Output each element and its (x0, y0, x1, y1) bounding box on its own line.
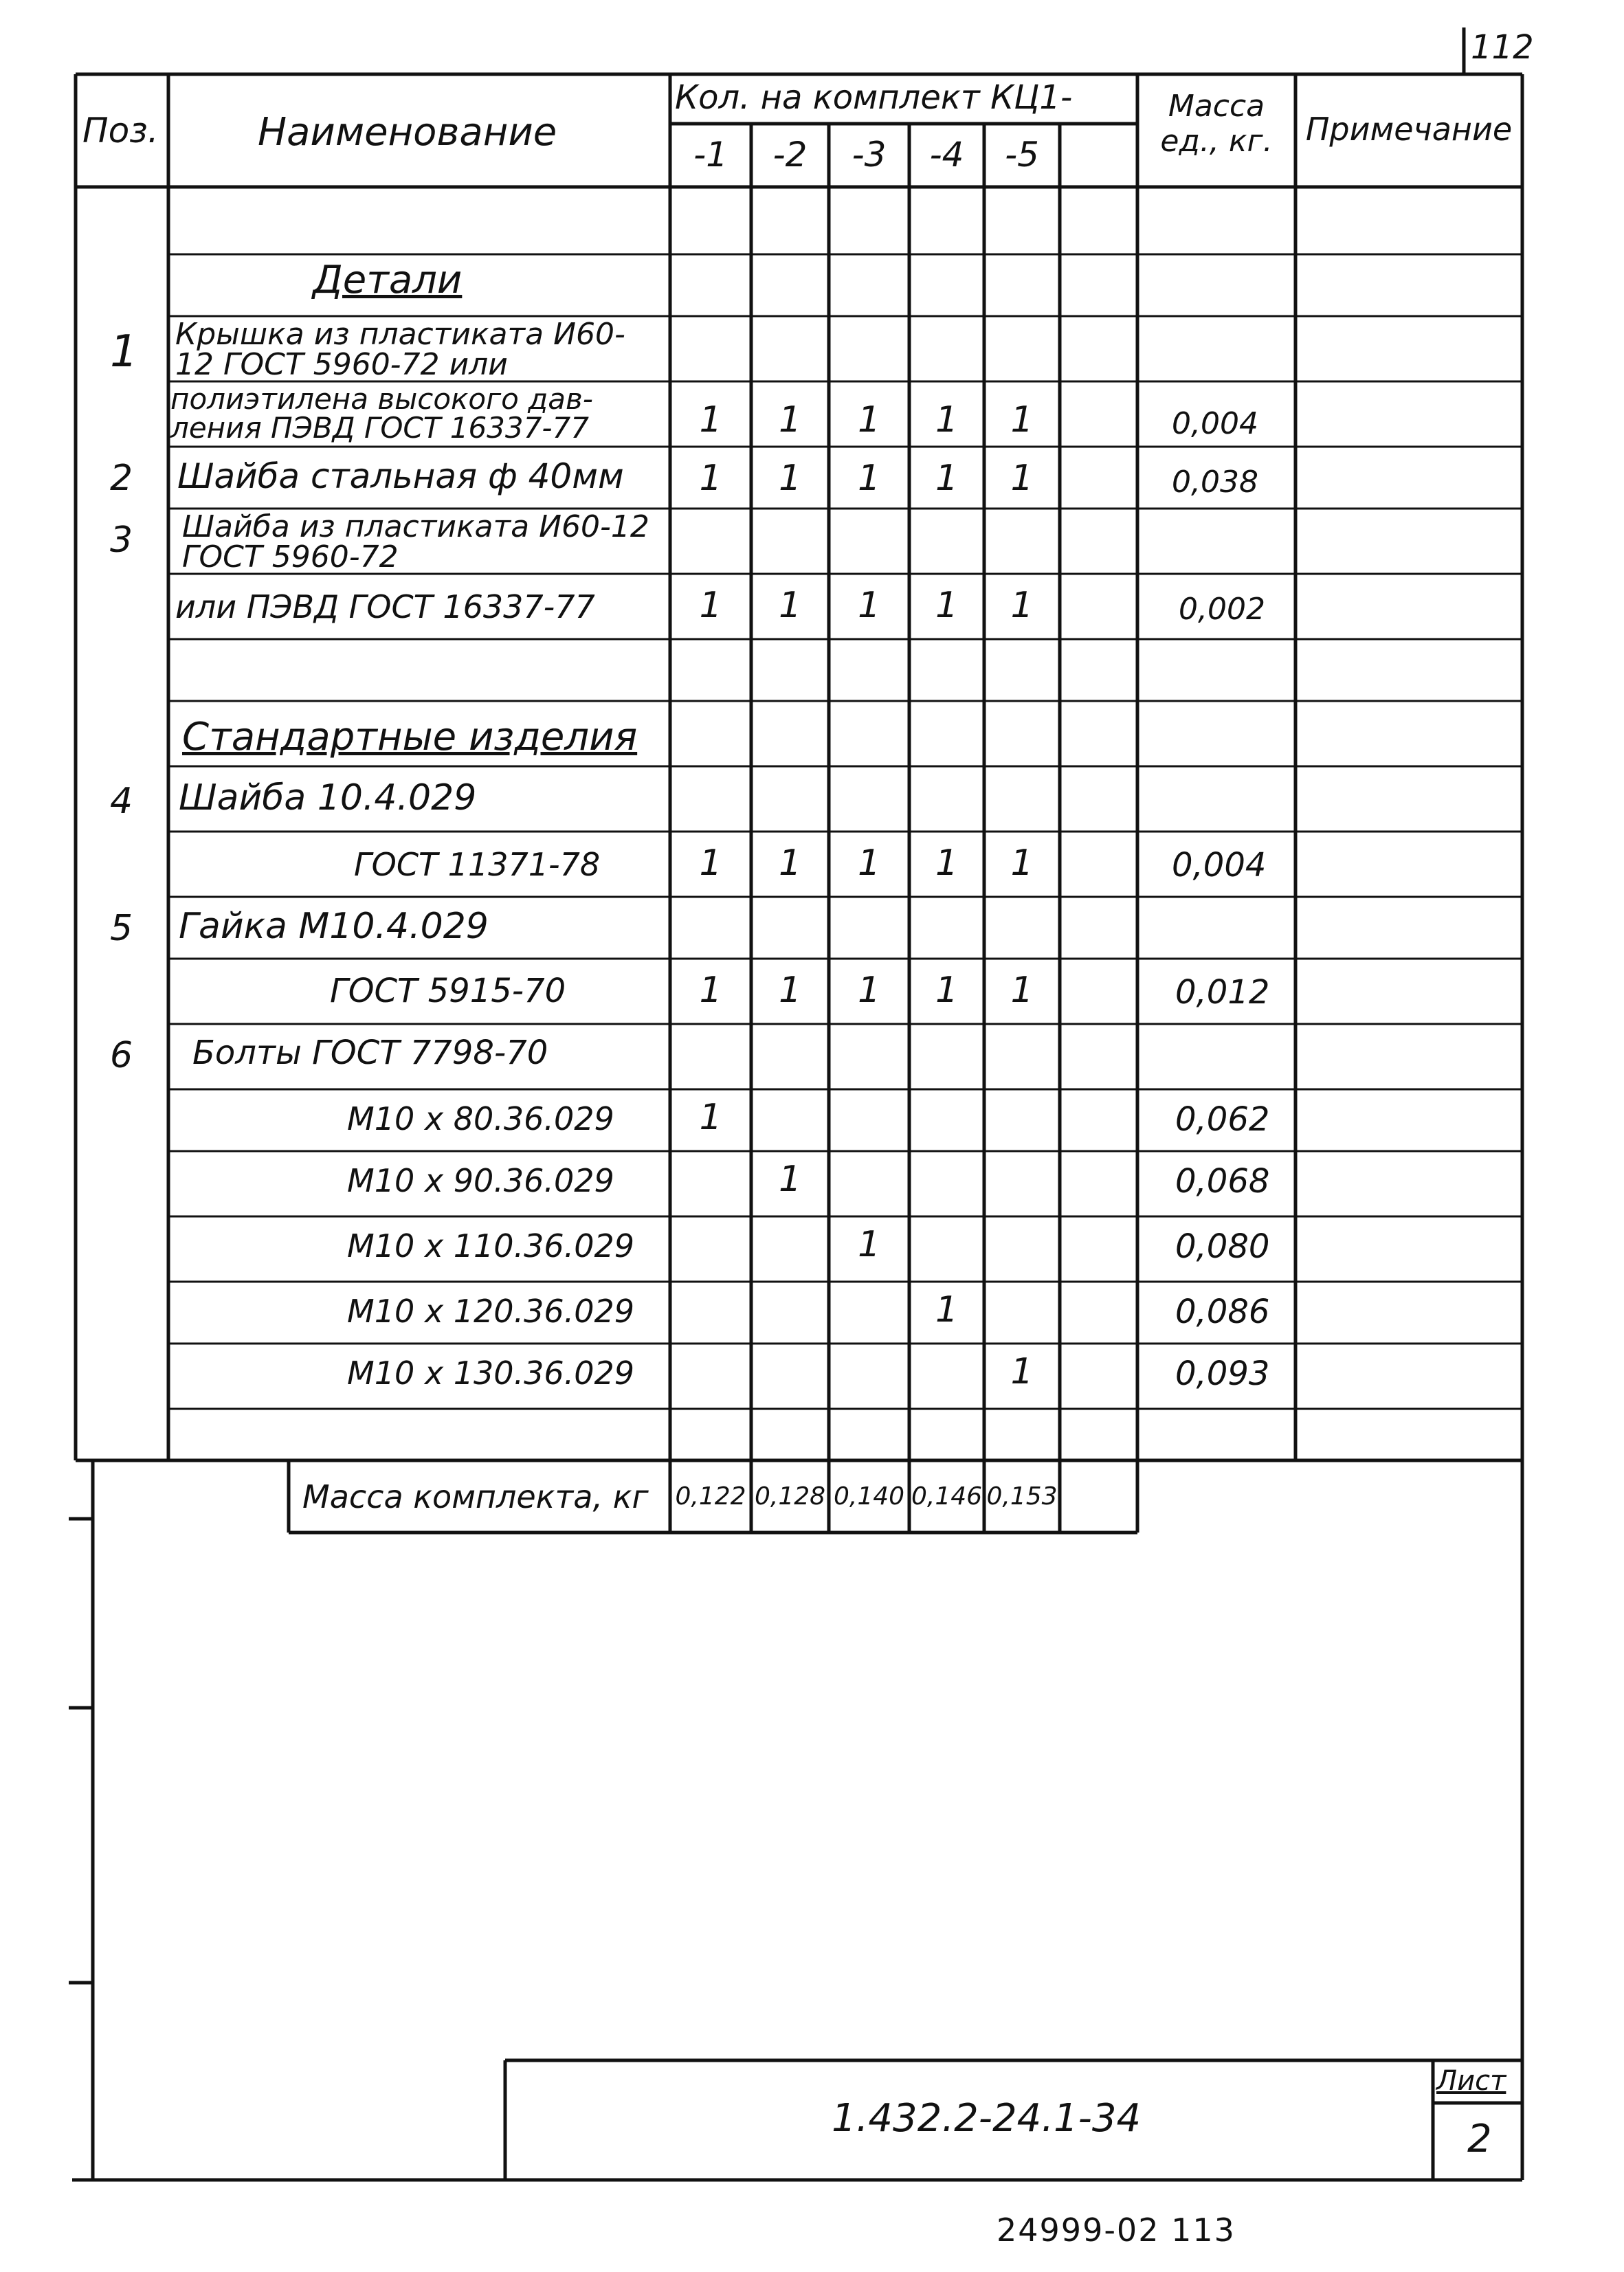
row-3-qty-2: 1 (778, 458, 802, 499)
section-standard-title: Стандартные изделия (182, 715, 638, 759)
row-12-mass: 0,062 (1175, 1100, 1270, 1139)
header-variant-3: -3 (852, 135, 887, 175)
header-variant-1: -1 (693, 135, 728, 175)
row-10-qty-4: 1 (935, 970, 959, 1011)
row-3-pos: 2 (110, 458, 133, 499)
row-7-name: Шайба 10.4.029 (179, 777, 477, 818)
total-label: Масса комплекта, кг (302, 1478, 649, 1515)
page-number-top: 112 (1471, 28, 1534, 67)
row-2-qty-3: 1 (857, 399, 881, 441)
row-8-qty-4: 1 (935, 843, 959, 884)
row-5-qty-4: 1 (935, 585, 959, 626)
row-2-qty-5: 1 (1010, 399, 1034, 441)
row-16-name: М10 х 130.36.029 (347, 1355, 635, 1392)
row-3-qty-1: 1 (699, 458, 722, 499)
row-10-qty-1: 1 (699, 970, 722, 1011)
header-variant-2: -2 (772, 135, 808, 175)
total-value-3: 0,140 (833, 1482, 905, 1511)
header-mass: Масса ед., кг. (1160, 89, 1273, 159)
header-qty-title: Кол. на комплект КЦ1- (675, 78, 1073, 117)
row-14-name: М10 х 110.36.029 (347, 1227, 635, 1265)
footer-code: 24999-02 113 (997, 2212, 1236, 2249)
row-11-name: Болты ГОСТ 7798-70 (192, 1034, 548, 1072)
row-11-pos: 6 (110, 1035, 133, 1076)
row-8-name: ГОСТ 11371-78 (354, 846, 601, 883)
row-10-qty-2: 1 (778, 970, 802, 1011)
total-value-4: 0,146 (911, 1482, 983, 1511)
row-2-qty-4: 1 (935, 399, 959, 441)
doc-number: 1.432.2-24.1-34 (832, 2096, 1142, 2141)
header-pos: Поз. (82, 111, 159, 151)
row-10-name: ГОСТ 5915-70 (330, 972, 566, 1010)
header-name: Наименование (258, 110, 557, 155)
row-13-mass: 0,068 (1175, 1162, 1270, 1201)
row-2-qty-2: 1 (778, 399, 802, 441)
total-value-1: 0,122 (675, 1482, 746, 1511)
row-16-mass: 0,093 (1175, 1355, 1270, 1393)
section-details-title: Детали (313, 258, 463, 302)
row-14-mass: 0,080 (1175, 1227, 1270, 1266)
row-14-qty-3: 1 (857, 1224, 881, 1265)
row-3-mass: 0,038 (1172, 465, 1258, 500)
row-8-qty-2: 1 (778, 843, 802, 884)
row-1-pos: 1 (110, 326, 138, 377)
row-5-mass: 0,002 (1179, 592, 1265, 627)
row-5-qty-3: 1 (857, 585, 881, 626)
row-10-mass: 0,012 (1175, 973, 1270, 1012)
total-value-2: 0,128 (754, 1482, 826, 1511)
row-5-qty-5: 1 (1010, 585, 1034, 626)
row-8-qty-5: 1 (1010, 843, 1034, 884)
row-2-qty-1: 1 (699, 399, 722, 441)
row-15-qty-4: 1 (935, 1289, 959, 1330)
row-4-pos: 3 (110, 520, 133, 561)
row-9-name: Гайка М10.4.029 (179, 906, 489, 947)
row-8-qty-3: 1 (857, 843, 881, 884)
row-3-name: Шайба стальная ф 40мм (177, 456, 624, 496)
row-3-qty-3: 1 (857, 458, 881, 499)
row-8-mass: 0,004 (1172, 846, 1267, 884)
row-5-qty-2: 1 (778, 585, 802, 626)
row-13-qty-2: 1 (778, 1159, 802, 1200)
header-variant-5: -5 (1005, 135, 1039, 175)
row-3-qty-5: 1 (1010, 458, 1034, 499)
row-3-qty-4: 1 (935, 458, 959, 499)
row-13-name: М10 х 90.36.029 (347, 1162, 614, 1199)
sheet-number: 2 (1467, 2117, 1492, 2161)
row-12-name: М10 х 80.36.029 (347, 1100, 614, 1137)
row-7-pos: 4 (110, 781, 133, 822)
row-10-qty-3: 1 (857, 970, 881, 1011)
row-9-pos: 5 (110, 908, 133, 949)
row-10-qty-5: 1 (1010, 970, 1034, 1011)
header-variant-4: -4 (929, 135, 964, 175)
row-8-qty-1: 1 (699, 843, 722, 884)
row-12-qty-1: 1 (699, 1097, 722, 1138)
row-1-name: Крышка из пластиката И60-12 ГОСТ 5960-72 или (175, 317, 625, 382)
row-5-qty-1: 1 (699, 585, 722, 626)
header-note: Примечание (1305, 111, 1513, 148)
row-5-name: или ПЭВД ГОСТ 16337-77 (175, 588, 595, 625)
row-2-name: полиэтилена высокого дав- ления ПЭВД ГОСТ 16337-77 (170, 382, 593, 445)
row-15-name: М10 х 120.36.029 (347, 1293, 635, 1330)
row-15-mass: 0,086 (1175, 1293, 1270, 1331)
total-value-5: 0,153 (986, 1482, 1058, 1511)
row-2-mass: 0,004 (1172, 406, 1258, 441)
sheet-label: Лист (1436, 2065, 1506, 2097)
row-16-qty-5: 1 (1010, 1351, 1034, 1392)
row-4-name: Шайба из пластиката И60-12 ГОСТ 5960-72 (182, 509, 649, 575)
